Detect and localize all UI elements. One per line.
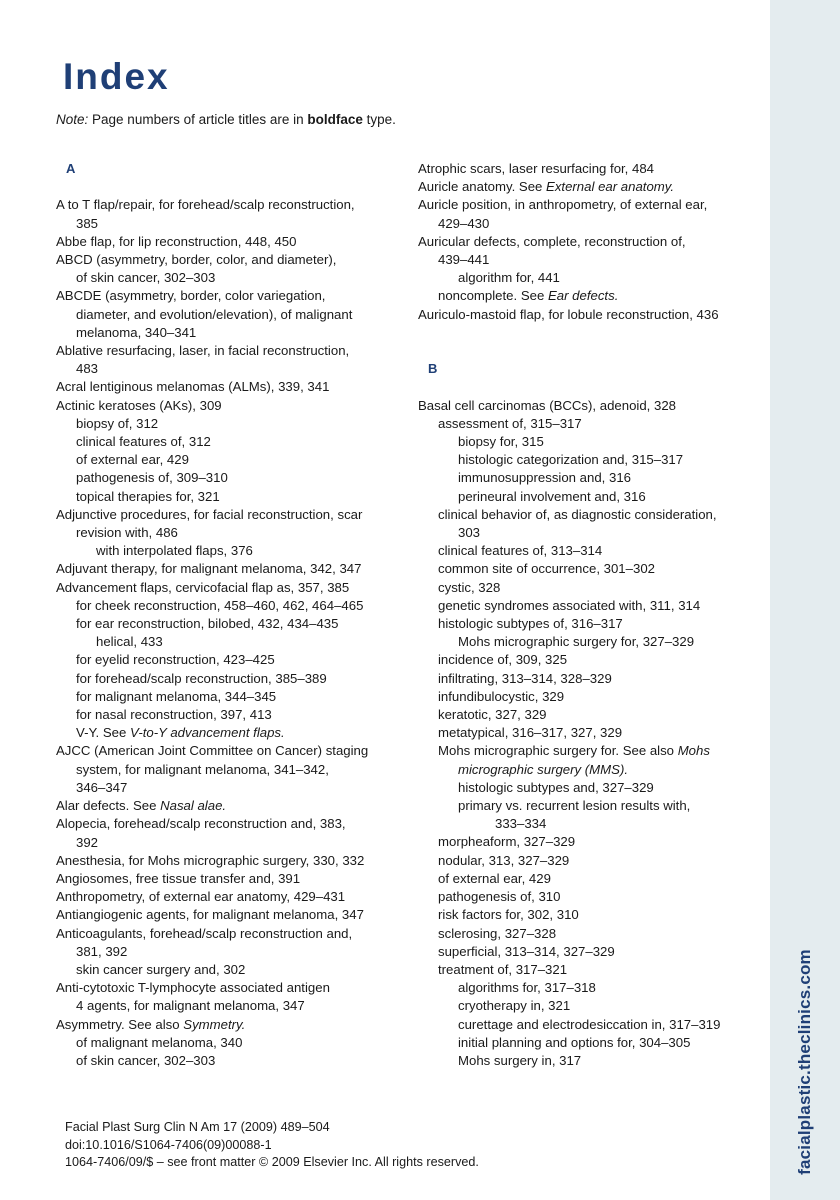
index-entry: Basal cell carcinomas (BCCs), adenoid, 328 — [418, 397, 677, 413]
citation-journal: Facial Plast Surg Clin N Am 17 (2009) 489–504 — [65, 1120, 330, 1134]
index-entry: helical, 433 — [96, 634, 163, 650]
index-entry: clinical behavior of, as diagnostic consideration, — [438, 506, 717, 522]
index-entry: cystic, 328 — [438, 579, 501, 595]
index-entry: cryotherapy in, 321 — [458, 998, 571, 1014]
index-entry: Auricle position, in anthropometry, of external ear, — [418, 197, 708, 213]
index-entry: of skin cancer, 302–303 — [76, 270, 216, 286]
journal-url[interactable]: facialplastic.theclinics.com — [795, 949, 814, 1175]
entry-text: Auricle anatomy. See — [418, 179, 547, 195]
index-entry: infundibulocystic, 329 — [438, 688, 565, 704]
index-entry: histologic categorization and, 315–317 — [458, 452, 684, 468]
index-entry — [418, 178, 763, 196]
index-entry: for nasal reconstruction, 397, 413 — [76, 707, 272, 723]
index-entry: Mohs micrographic surgery for, 327–329 — [458, 634, 695, 650]
index-entry: 429–430 — [438, 215, 490, 231]
entry-text: Asymmetry. See also — [56, 1016, 184, 1032]
section-letter-b: B — [428, 361, 438, 377]
note-bold: boldface — [307, 112, 363, 127]
index-entry: Auricular defects, complete, reconstruction of, — [418, 233, 686, 249]
index-entry: Auriculo-mastoid flap, for lobule reconstruction, 436 — [418, 306, 719, 322]
cross-reference: Ear defects. — [547, 288, 619, 304]
index-entry: genetic syndromes associated with, 311, 314 — [438, 597, 701, 613]
index-entry — [56, 797, 396, 815]
index-entry — [418, 287, 763, 305]
index-entry: of external ear, 429 — [438, 870, 551, 886]
index-entry: melanoma, 340–341 — [76, 324, 197, 340]
index-entry: 439–441 — [438, 252, 490, 268]
index-entry: for eyelid reconstruction, 423–425 — [76, 652, 275, 668]
index-column-right — [418, 160, 763, 1070]
index-entry: common site of occurrence, 301–302 — [438, 561, 655, 577]
page-title: Index — [63, 56, 170, 97]
index-entry: Advancement flaps, cervicofacial flap as, 357, 385 — [56, 579, 350, 595]
index-entry: Ablative resurfacing, laser, in facial reconstruction, — [56, 343, 350, 359]
note-text: Page numbers of article titles are in — [88, 112, 308, 127]
note-prefix: Note: — [56, 112, 89, 127]
index-entry — [56, 724, 396, 742]
index-entry: metatypical, 316–317, 327, 329 — [438, 725, 623, 741]
index-entry: skin cancer surgery and, 302 — [76, 961, 246, 977]
index-entry: of skin cancer, 302–303 — [76, 1052, 216, 1068]
index-entry: incidence of, 309, 325 — [438, 652, 568, 668]
index-entry: pathogenesis of, 310 — [438, 889, 561, 905]
index-entry: 4 agents, for malignant melanoma, 347 — [76, 998, 305, 1014]
index-entry: Anticoagulants, forehead/scalp reconstruction and, — [56, 925, 353, 941]
index-entry: superficial, 313–314, 327–329 — [438, 943, 615, 959]
index-entry: biopsy for, 315 — [458, 434, 544, 450]
cross-reference: Mohs — [677, 743, 710, 759]
index-entry: assessment of, 315–317 — [438, 415, 582, 431]
index-entry: for malignant melanoma, 344–345 — [76, 688, 277, 704]
index-entry: A to T flap/repair, for forehead/scalp reconstruction, — [56, 197, 355, 213]
index-entry: Atrophic scars, laser resurfacing for, 484 — [418, 161, 655, 176]
index-entry: 392 — [76, 834, 99, 850]
index-entry: topical therapies for, 321 — [76, 488, 220, 504]
index-entry: initial planning and options for, 304–305 — [458, 1034, 691, 1050]
index-entry: primary vs. recurrent lesion results with, — [458, 798, 691, 814]
index-entry — [418, 761, 763, 779]
index-entry: 483 — [76, 361, 99, 377]
note-suffix: type. — [362, 112, 396, 127]
index-entry: Anthropometry, of external ear anatomy, 429–431 — [56, 889, 346, 905]
cross-reference: External ear anatomy. — [546, 179, 675, 195]
index-entry: pathogenesis of, 309–310 — [76, 470, 228, 486]
index-entry: algorithm for, 441 — [458, 270, 560, 286]
index-entry: Acral lentiginous melanomas (ALMs), 339, 341 — [56, 379, 330, 395]
index-entry: Adjunctive procedures, for facial reconstruction, scar — [56, 506, 363, 522]
index-entry: of malignant melanoma, 340 — [76, 1034, 243, 1050]
entry-text: V-Y. See — [76, 725, 131, 741]
entry-text: noncomplete. See — [438, 288, 548, 304]
index-entry: morpheaform, 327–329 — [438, 834, 576, 850]
index-entry: Actinic keratoses (AKs), 309 — [56, 397, 222, 413]
index-entry: system, for malignant melanoma, 341–342, — [76, 761, 329, 777]
index-entry: for ear reconstruction, bilobed, 432, 434–435 — [76, 616, 339, 632]
index-entry: Adjuvant therapy, for malignant melanoma, 342, 347 — [56, 561, 362, 577]
index-entry: AJCC (American Joint Committee on Cancer) staging — [56, 743, 369, 759]
index-entry: Anesthesia, for Mohs micrographic surgery, 330, 332 — [56, 852, 365, 868]
index-entry: 303 — [458, 525, 481, 541]
index-entry: Anti-cytotoxic T-lymphocyte associated antigen — [56, 980, 330, 996]
index-entry: revision with, 486 — [76, 525, 178, 541]
index-entry: nodular, 313, 327–329 — [438, 852, 570, 868]
index-entry: for forehead/scalp reconstruction, 385–389 — [76, 670, 327, 686]
index-entry: sclerosing, 327–328 — [438, 925, 557, 941]
entry-text: Mohs micrographic surgery for. See also — [438, 743, 678, 759]
index-entry: keratotic, 327, 329 — [438, 707, 547, 723]
index-entry: Abbe flap, for lip reconstruction, 448, 450 — [56, 233, 297, 249]
cross-reference: Nasal alae. — [160, 798, 227, 814]
citation-doi[interactable]: doi:10.1016/S1064-7406(09)00088-1 — [65, 1137, 272, 1152]
index-entry: risk factors for, 302, 310 — [438, 907, 579, 923]
index-entry: infiltrating, 313–314, 328–329 — [438, 670, 612, 686]
index-entry: diameter, and evolution/elevation), of malignant — [76, 306, 353, 322]
index-entry: immunosuppression and, 316 — [458, 470, 632, 486]
cross-reference: Symmetry. — [183, 1016, 246, 1032]
index-entry: histologic subtypes and, 327–329 — [458, 779, 654, 795]
index-entry: ABCDE (asymmetry, border, color variegation, — [56, 288, 326, 304]
index-entry: curettage and electrodesiccation in, 317–319 — [458, 1016, 721, 1032]
index-entry: clinical features of, 312 — [76, 434, 211, 450]
index-entry: algorithms for, 317–318 — [458, 980, 596, 996]
citation-footer — [65, 1119, 479, 1172]
index-entry: 346–347 — [76, 779, 128, 795]
index-entry: Angiosomes, free tissue transfer and, 391 — [56, 870, 301, 886]
index-entry: 381, 392 — [76, 943, 128, 959]
index-entry: Alopecia, forehead/scalp reconstruction and, 383, — [56, 816, 346, 832]
index-entry: treatment of, 317–321 — [438, 961, 568, 977]
section-gap — [418, 324, 763, 360]
cross-reference: micrographic surgery (MMS). — [458, 761, 629, 777]
index-entry: 333–334 — [495, 816, 547, 832]
index-entry: for cheek reconstruction, 458–460, 462, 464–465 — [76, 597, 364, 613]
entry-text: Alar defects. See — [56, 798, 161, 814]
citation-copyright: 1064-7406/09/$ – see front matter © 2009 Elsevier Inc. All rights reserved. — [65, 1155, 479, 1169]
index-entry: 385 — [76, 215, 99, 231]
section-letter-a: A — [66, 161, 76, 176]
index-entry: ABCD (asymmetry, border, color, and diameter), — [56, 252, 337, 267]
index-note — [56, 112, 396, 127]
index-entry: Mohs surgery in, 317 — [458, 1052, 582, 1068]
index-entry: biopsy of, 312 — [76, 415, 159, 431]
index-entry: histologic subtypes of, 316–317 — [438, 616, 623, 632]
index-entry: perineural involvement and, 316 — [458, 488, 646, 504]
index-entry — [56, 1016, 396, 1034]
index-entry: of external ear, 429 — [76, 452, 189, 468]
cross-reference: V-to-Y advancement flaps. — [130, 725, 285, 741]
index-entry: clinical features of, 313–314 — [438, 543, 603, 559]
index-entry: with interpolated flaps, 376 — [96, 543, 253, 559]
index-entry — [418, 742, 763, 760]
index-column-left — [56, 160, 396, 1070]
index-entry: Antiangiogenic agents, for malignant melanoma, 347 — [56, 907, 364, 923]
